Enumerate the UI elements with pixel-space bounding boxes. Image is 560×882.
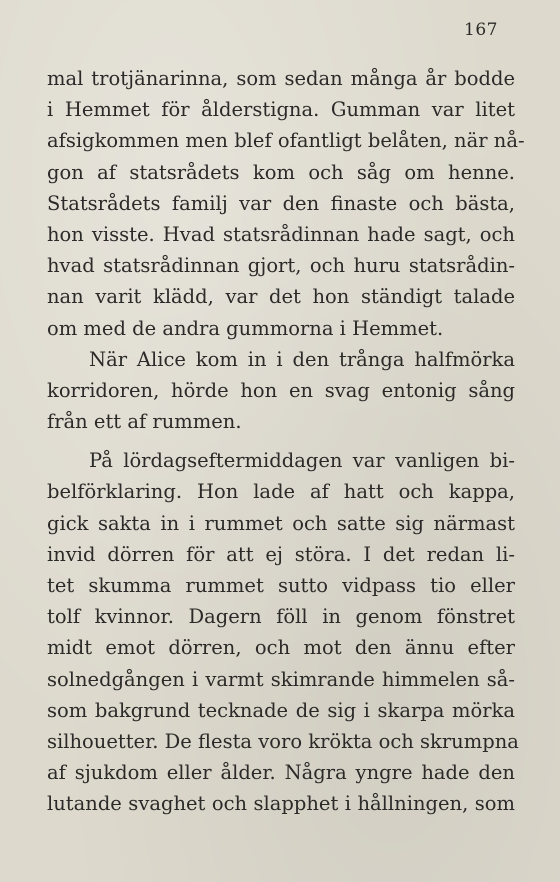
text-line: från ett af rummen. bbox=[47, 410, 242, 434]
text-line: invid dörren för att ej störa. I det redan li- bbox=[47, 542, 515, 566]
text-line: om med de andra gummorna i Hemmet. bbox=[47, 316, 444, 340]
text-line: afsigkommen men blef ofantligt belåten, när nå- bbox=[47, 129, 525, 153]
text-line: korridoren, hörde hon en svag entonig sång bbox=[47, 378, 515, 402]
paragraph bbox=[47, 445, 519, 819]
text-line: Statsrådets familj var den finaste och bästa, bbox=[47, 191, 515, 215]
text-line: tolf kvinnor. Dagern föll in genom fönstret bbox=[47, 605, 515, 629]
text-line: På lördagseftermiddagen var vanligen bi- bbox=[89, 449, 515, 473]
text-line: som bakgrund tecknade de sig i skarpa mörka bbox=[47, 698, 515, 722]
page-number: 167 bbox=[464, 20, 498, 40]
text-line: silhouetter. De flesta voro krökta och skrumpna bbox=[47, 729, 519, 753]
body-text bbox=[47, 63, 525, 820]
paragraph-gap bbox=[47, 437, 515, 445]
text-line: af sjukdom eller ålder. Några yngre hade den bbox=[47, 761, 515, 785]
text-line: tet skumma rummet sutto vidpass tio eller bbox=[47, 574, 515, 597]
text-line: lutande svaghet och slapphet i hållningen, som bbox=[47, 792, 515, 816]
text-line: gon af statsrådets kom och såg om henne. bbox=[47, 160, 515, 184]
paragraph bbox=[47, 344, 515, 438]
text-line: midt emot dörren, och mot den ännu efter bbox=[47, 636, 515, 660]
text-line: nan varit klädd, var det hon ständigt talade bbox=[47, 285, 515, 309]
text-line: När Alice kom in i den trånga halfmörka bbox=[89, 347, 515, 371]
text-line: solnedgången i varmt skimrande himmelen så- bbox=[47, 667, 515, 691]
text-line: i Hemmet för ålderstigna. Gumman var litet bbox=[47, 98, 515, 122]
text-line: belförklaring. Hon lade af hatt och kappa, bbox=[47, 480, 515, 504]
text-line: hon visste. Hvad statsrådinnan hade sagt, och bbox=[47, 222, 515, 246]
text-line: mal trotjänarinna, som sedan många år bodde bbox=[47, 67, 515, 90]
text-line: gick sakta in i rummet och satte sig närmast bbox=[47, 511, 515, 535]
text-line: hvad statsrådinnan gjort, och huru statsrådin- bbox=[47, 254, 515, 278]
paragraph bbox=[47, 63, 525, 344]
